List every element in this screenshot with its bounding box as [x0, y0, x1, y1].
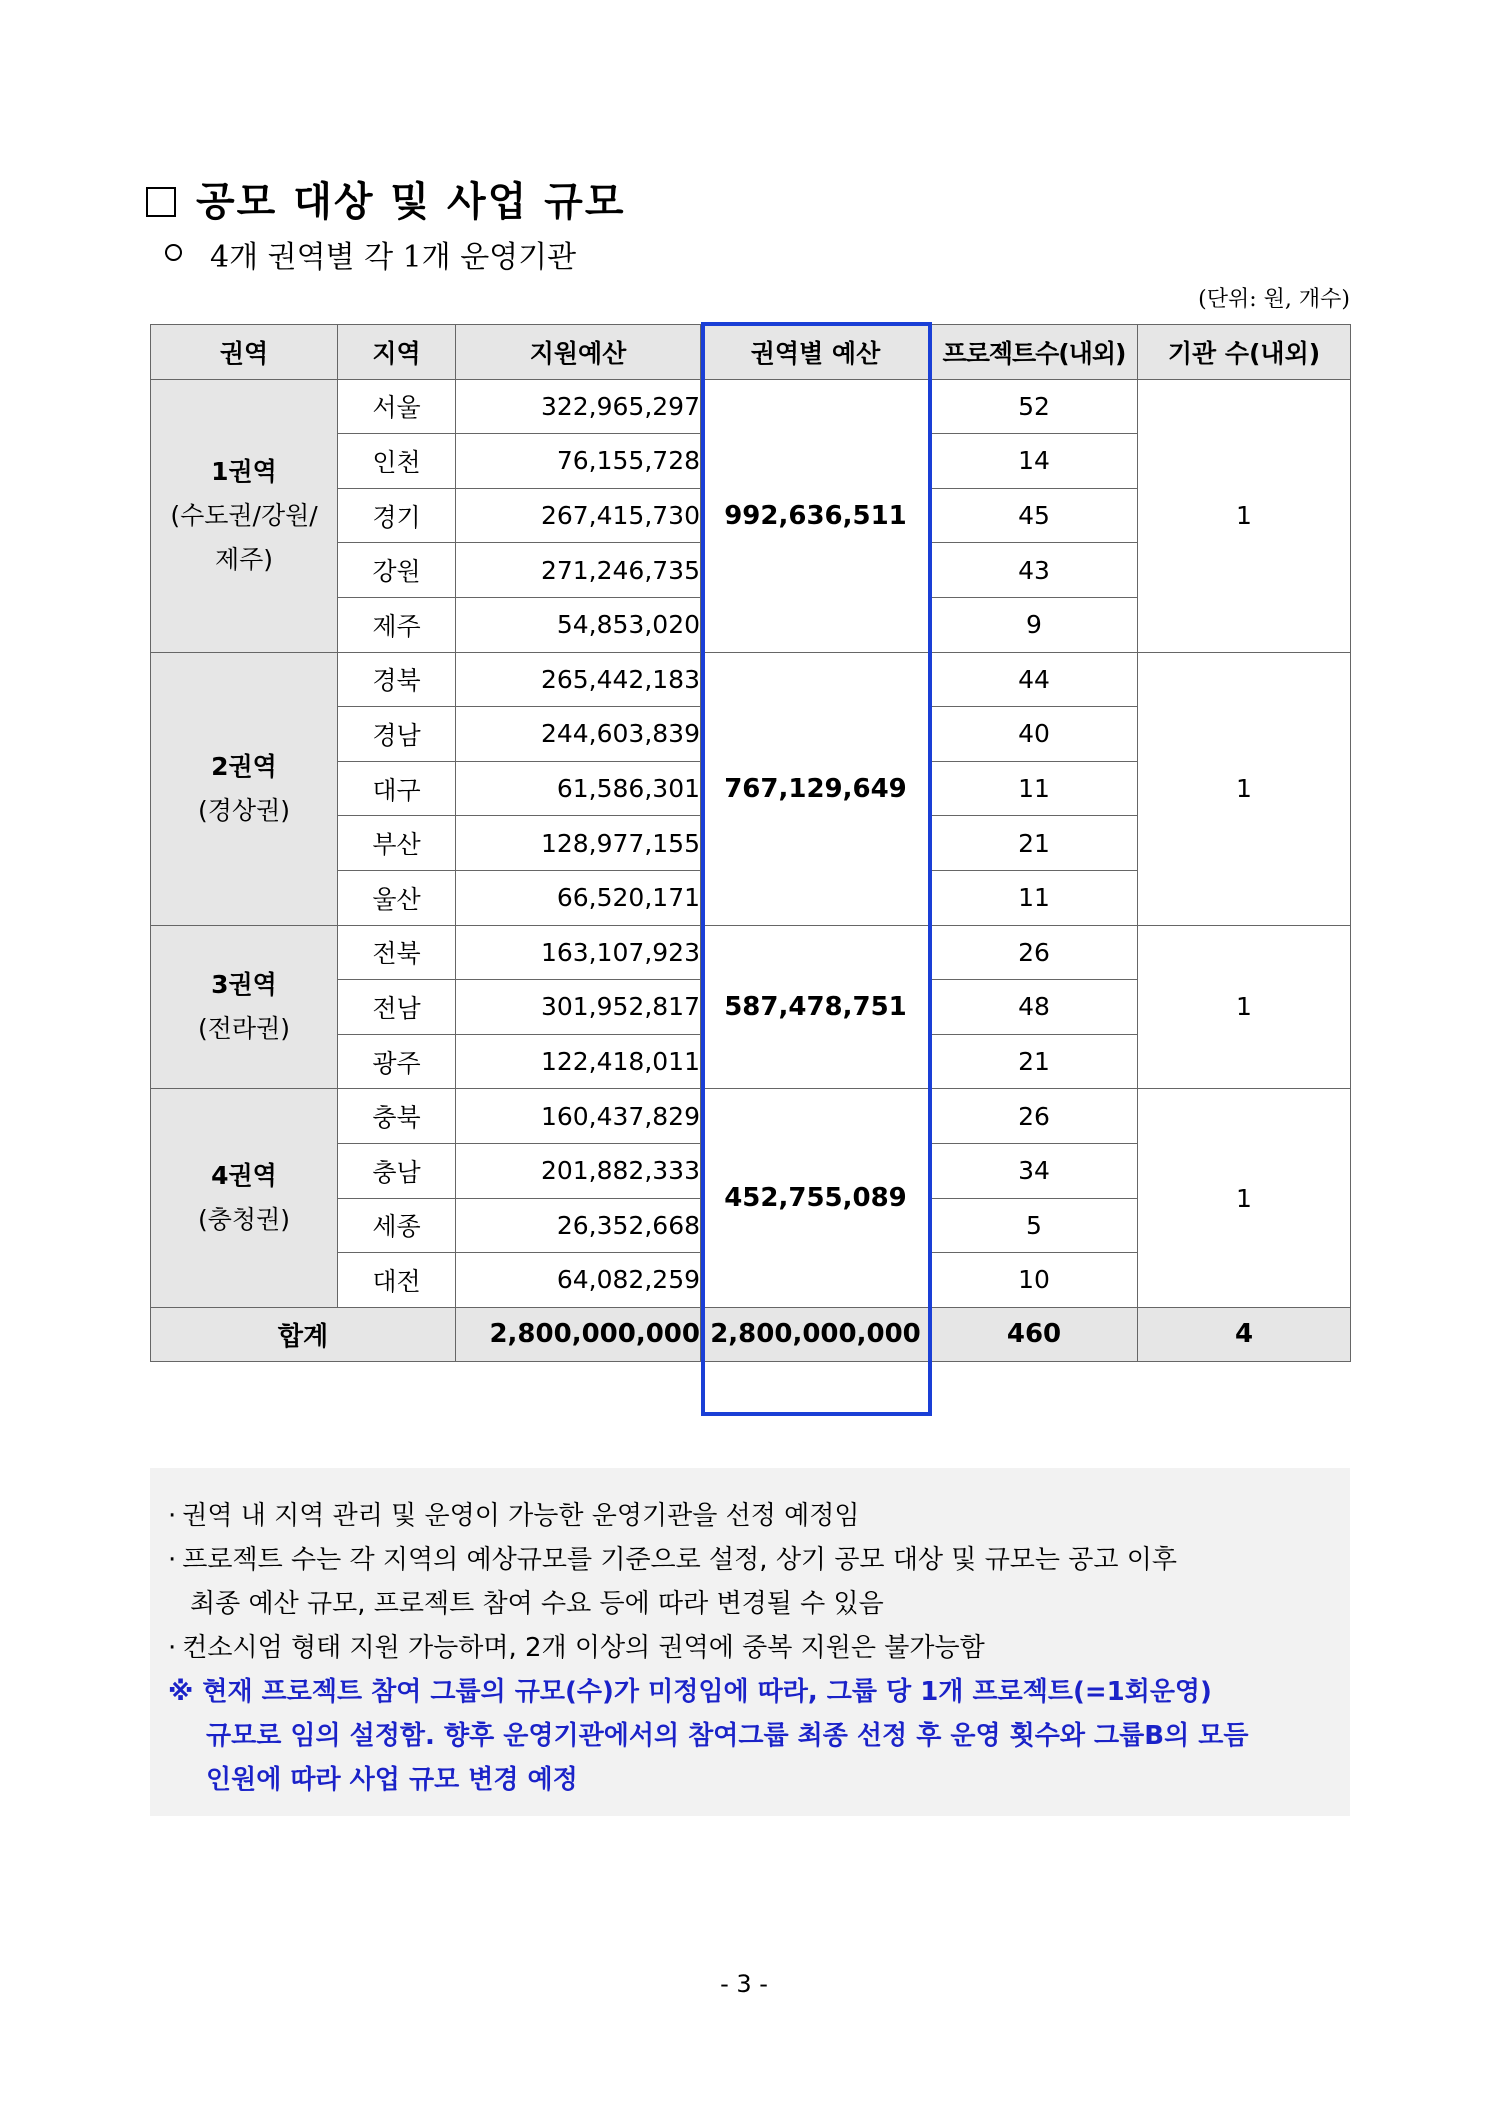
area-cell: 대전 — [338, 1253, 456, 1308]
header-orgs: 기관 수(내외) — [1138, 325, 1351, 380]
section-title — [146, 170, 625, 227]
notes-box — [150, 1468, 1350, 1816]
region-name: 2권역 — [211, 751, 277, 781]
area-cell: 서울 — [338, 379, 456, 434]
subsection-title — [165, 232, 576, 276]
note-line: 최종 예산 규모, 프로젝트 참여 수요 등에 따라 변경될 수 있음 — [190, 1589, 884, 1619]
area-cell: 울산 — [338, 870, 456, 925]
projects-cell: 21 — [931, 1034, 1138, 1089]
area-cell: 전북 — [338, 925, 456, 980]
budget-table — [150, 324, 1351, 1362]
support-budget-cell: 201,882,333 — [456, 1143, 701, 1198]
note-line: · 프로젝트 수는 각 지역의 예상규모를 기준으로 설정, 상기 공모 대상 및 규모는 공고 이후 — [168, 1545, 1178, 1575]
projects-cell: 11 — [931, 870, 1138, 925]
projects-cell: 45 — [931, 488, 1138, 543]
projects-cell: 34 — [931, 1143, 1138, 1198]
support-budget-cell: 265,442,183 — [456, 652, 701, 707]
area-cell: 강원 — [338, 543, 456, 598]
support-budget-cell: 244,603,839 — [456, 707, 701, 762]
projects-cell: 52 — [931, 379, 1138, 434]
support-budget-cell: 64,082,259 — [456, 1253, 701, 1308]
region-sub: (수도권/강원/ 제주) — [170, 500, 318, 574]
region-sub: (충청권) — [198, 1205, 290, 1234]
projects-cell: 10 — [931, 1253, 1138, 1308]
total-row — [151, 1307, 1351, 1362]
total-projects: 460 — [931, 1307, 1138, 1362]
projects-cell: 26 — [931, 1089, 1138, 1144]
table-row — [151, 925, 1351, 980]
region-sub: (전라권) — [198, 1013, 290, 1043]
area-cell: 충북 — [338, 1089, 456, 1144]
section-title-text: 공모 대상 및 사업 규모 — [196, 179, 626, 225]
region-budget-cell: 587,478,751 — [701, 925, 931, 1089]
region-name: 3권역 — [211, 969, 277, 999]
area-cell: 부산 — [338, 816, 456, 871]
support-budget-cell: 26,352,668 — [456, 1198, 701, 1253]
support-budget-cell: 271,246,735 — [456, 543, 701, 598]
table-body — [151, 379, 1351, 1307]
region-cell — [151, 925, 338, 1089]
region-name: 4권역 — [211, 1161, 277, 1190]
projects-cell: 5 — [931, 1198, 1138, 1253]
support-budget-cell: 61,586,301 — [456, 761, 701, 816]
orgs-cell: 1 — [1138, 925, 1351, 1089]
region-budget-cell: 452,755,089 — [701, 1089, 931, 1307]
support-budget-cell: 322,965,297 — [456, 379, 701, 434]
region-cell — [151, 1089, 338, 1307]
projects-cell: 48 — [931, 980, 1138, 1035]
projects-cell: 11 — [931, 761, 1138, 816]
table-row — [151, 379, 1351, 434]
warning-line: ※ 현재 프로젝트 참여 그룹의 규모(수)가 미정임에 따라, 그룹 당 1개 프로젝트(=1회운영) — [168, 1677, 1212, 1707]
region-sub: (경상권) — [198, 795, 290, 825]
area-cell: 전남 — [338, 980, 456, 1035]
projects-cell: 14 — [931, 434, 1138, 489]
warning-line: 규모로 임의 설정함. 향후 운영기관에서의 참여그룹 최종 선정 후 운영 횟수와 그룹B의 모듬 — [206, 1721, 1249, 1751]
total-region-budget: 2,800,000,000 — [701, 1307, 931, 1362]
total-label: 합계 — [151, 1307, 456, 1362]
support-budget-cell: 160,437,829 — [456, 1089, 701, 1144]
projects-cell: 9 — [931, 597, 1138, 652]
header-area: 지역 — [338, 325, 456, 380]
projects-cell: 44 — [931, 652, 1138, 707]
region-name: 1권역 — [211, 456, 277, 486]
checkbox-square-icon — [146, 187, 176, 217]
unit-note: (단위: 원, 개수) — [1198, 287, 1350, 312]
table-header-row — [151, 325, 1351, 380]
area-cell: 인천 — [338, 434, 456, 489]
support-budget-cell: 301,952,817 — [456, 980, 701, 1035]
orgs-cell: 1 — [1138, 379, 1351, 652]
area-cell: 광주 — [338, 1034, 456, 1089]
orgs-cell: 1 — [1138, 652, 1351, 925]
projects-cell: 40 — [931, 707, 1138, 762]
total-support: 2,800,000,000 — [456, 1307, 701, 1362]
support-budget-cell: 66,520,171 — [456, 870, 701, 925]
subsection-title-text: 4개 권역별 각 1개 운영기관 — [210, 240, 577, 275]
header-projects: 프로젝트수(내외) — [931, 325, 1138, 380]
region-cell — [151, 379, 338, 652]
support-budget-cell: 128,977,155 — [456, 816, 701, 871]
support-budget-cell: 122,418,011 — [456, 1034, 701, 1089]
area-cell: 경남 — [338, 707, 456, 762]
support-budget-cell: 76,155,728 — [456, 434, 701, 489]
table-row — [151, 652, 1351, 707]
table-row — [151, 1089, 1351, 1144]
region-cell — [151, 652, 338, 925]
total-orgs: 4 — [1138, 1307, 1351, 1362]
projects-cell: 21 — [931, 816, 1138, 871]
region-budget-cell: 992,636,511 — [701, 379, 931, 652]
note-line: · 권역 내 지역 관리 및 운영이 가능한 운영기관을 선정 예정임 — [168, 1501, 860, 1531]
area-cell: 제주 — [338, 597, 456, 652]
region-budget-cell: 767,129,649 — [701, 652, 931, 925]
header-support-budget: 지원예산 — [456, 325, 701, 380]
header-region: 권역 — [151, 325, 338, 380]
area-cell: 충남 — [338, 1143, 456, 1198]
area-cell: 경북 — [338, 652, 456, 707]
area-cell: 세종 — [338, 1198, 456, 1253]
note-line: · 컨소시엄 형태 지원 가능하며, 2개 이상의 권역에 중복 지원은 불가능함 — [168, 1633, 985, 1663]
projects-cell: 26 — [931, 925, 1138, 980]
circle-bullet-icon — [165, 244, 182, 261]
orgs-cell: 1 — [1138, 1089, 1351, 1307]
page-number: - 3 - — [720, 1970, 768, 1998]
area-cell: 대구 — [338, 761, 456, 816]
support-budget-cell: 267,415,730 — [456, 488, 701, 543]
warning-line: 인원에 따라 사업 규모 변경 예정 — [206, 1765, 578, 1795]
projects-cell: 43 — [931, 543, 1138, 598]
support-budget-cell: 163,107,923 — [456, 925, 701, 980]
support-budget-cell: 54,853,020 — [456, 597, 701, 652]
area-cell: 경기 — [338, 488, 456, 543]
header-region-budget: 권역별 예산 — [701, 325, 931, 380]
